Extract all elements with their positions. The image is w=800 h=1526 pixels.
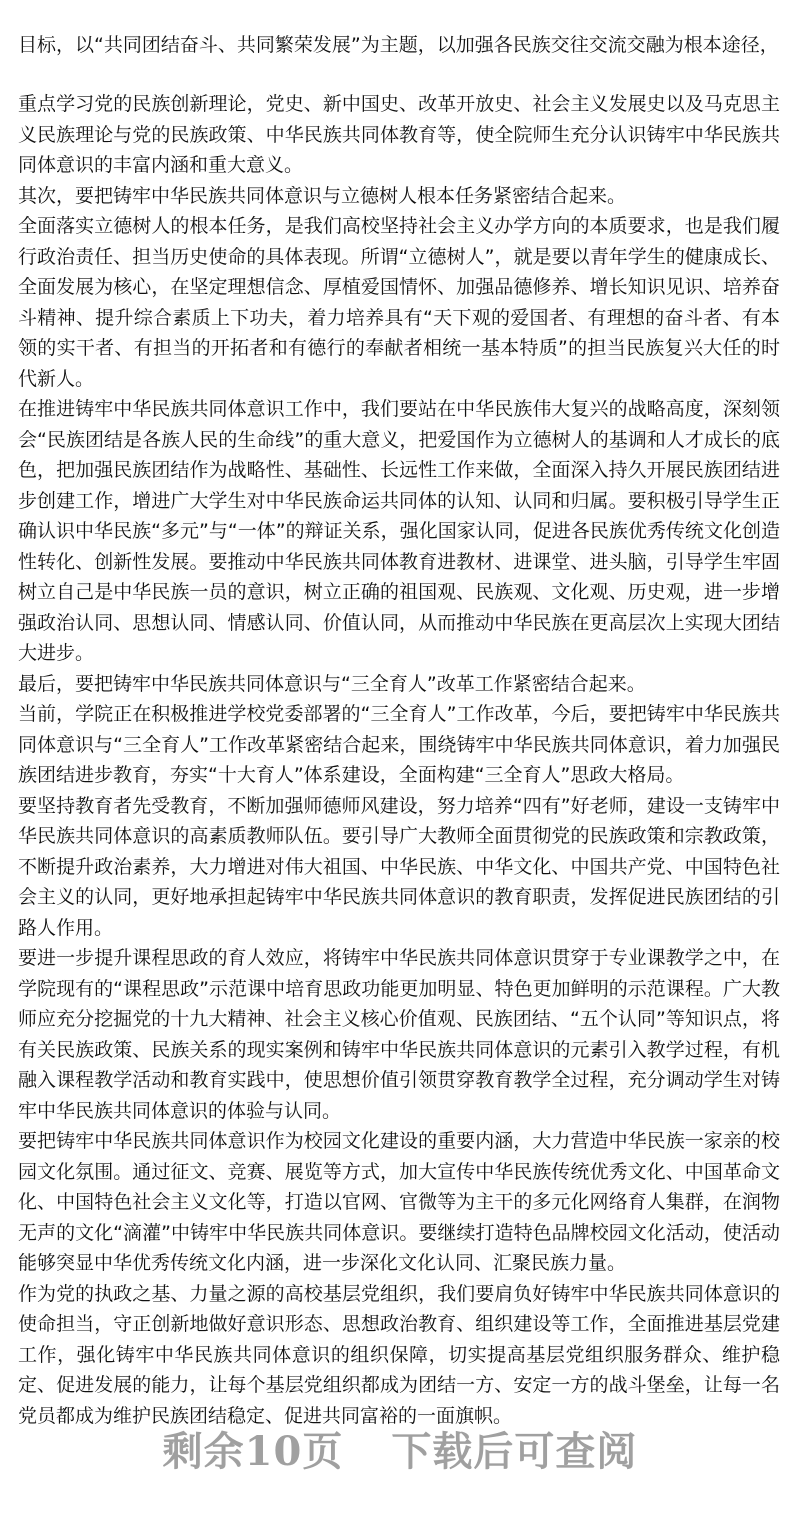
- document-body: [18, 89, 780, 1431]
- paragraph: 重点学习党的民族创新理论，党史、新中国史、改革开放史、社会主义发展史以及马克思主义民族理论与党的民族政策、中华民族共同体教育等，使全院师生充分认识铸牢中华民族共同体意识的丰富内涵和重大意义。: [18, 93, 780, 176]
- paragraph: 要进一步提升课程思政的育人效应，将铸牢中华民族共同体意识贯穿于专业课教学之中，在学院现有的“课程思政”示范课中培育思政功能更加明显、特色更加鲜明的示范课程。广大教师应充分挖掘党的十九大精神、社会主义核心价值观、民族团结、“五个认同”等知识点，将有关民族政策、民族关系的现实案例和铸牢中华民族共同体意识的元素引入教学过程，有机融入课程教学活动和教育实践中，使思想价值引领贯穿教育教学全过程，充分调动学生对铸牢中华民族共同体意识的体验与认同。: [18, 947, 780, 1122]
- cut-off-line: [18, 0, 780, 30]
- paragraph-heading: 其次，要把铸牢中华民族共同体意识与立德树人根本任务紧密结合起来。: [18, 184, 627, 207]
- download-to-view-label[interactable]: 下载后可查阅: [391, 1428, 638, 1475]
- paragraph-heading: 最后，要把铸牢中华民族共同体意识与“三全育人”改革工作紧密结合起来。: [18, 672, 646, 695]
- remaining-pages-label: 剩余10页: [162, 1428, 344, 1475]
- paragraph: 在推进铸牢中华民族共同体意识工作中，我们要站在中华民族伟大复兴的战略高度，深刻领会“民族团结是各族人民的生命线”的重大意义，把爱国作为立德树人的基调和人才成长的底色，把加强民族团结作为战略性、基础性、长远性工作来做，全面深入持久开展民族团结进步创建工作，增进广大学生对中华民族命运共同体的认知、认同和归属。要积极引导学生正确认识中华民族“多元”与“一体”的辩证关系，强化国家认同，促进各民族优秀传统文化创造性转化、创新性发展。要推动中华民族共同体教育进教材、进课堂、进头脑，引导学生牢固树立自己是中华民族一员的意识，树立正确的祖国观、民族观、文化观、历史观，进一步增强政治认同、思想认同、情感认同、价值认同，从而推动中华民族在更高层次上实现大团结大进步。: [18, 398, 780, 664]
- paragraph: 要把铸牢中华民族共同体意识作为校园文化建设的重要内涵，大力营造中华民族一家亲的校园文化氛围。通过征文、竞赛、展览等方式，加大宣传中华民族传统优秀文化、中国革命文化、中国特色社会主义文化等，打造以官网、官微等为主干的多元化网络育人集群，在润物无声的文化“滴灌”中铸牢中华民族共同体意识。要继续打造特色品牌校园文化活动，使活动能够突显中华优秀传统文化内涵，进一步深化文化认同、汇聚民族力量。: [18, 1130, 780, 1274]
- paragraph: 作为党的执政之基、力量之源的高校基层党组织，我们要肩负好铸牢中华民族共同体意识的使命担当，守正创新地做好意识形态、思想政治教育、组织建设等工作，全面推进基层党建工作，强化铸牢中华民族共同体意识的组织保障，切实提高基层党组织服务群众、维护稳定、促进发展的能力，让每个基层党组织都成为团结一方、安定一方的战斗堡垒，让每一名党员都成为维护民族团结稳定、促进共同富裕的一面旗帜。: [18, 1282, 780, 1427]
- download-prompt[interactable]: [0, 1420, 800, 1477]
- paragraph: 全面落实立德树人的根本任务，是我们高校坚持社会主义办学方向的本质要求，也是我们履行政治责任、担当历史使命的具体表现。所谓“立德树人”，就是要以青年学生的健康成长、全面发展为核心，在坚定理想信念、厚植爱国情怀、加强品德修养、增长知识见识、培养奋斗精神、提升综合素质上下功夫，着力培养具有“天下观的爱国者、有理想的奋斗者、有本领的实干者、有担当的开拓者和有德行的奉献者相统一基本特质”的担当民族复兴大任的时代新人。: [18, 215, 780, 390]
- top-fragment-block: [18, 0, 780, 60]
- paragraph: 要坚持教育者先受教育，不断加强师德师风建设，努力培养“四有”好老师，建设一支铸牢中华民族共同体意识的高素质教师队伍。要引导广大教师全面贯彻党的民族政策和宗教政策，不断提升政治素养，大力增进对伟大祖国、中华民族、中华文化、中国共产党、中国特色社会主义的认同，更好地承担起铸牢中华民族共同体意识的教育职责，发挥促进民族团结的引路人作用。: [18, 794, 780, 939]
- paragraph: 当前，学院正在积极推进学校党委部署的“三全育人”工作改革，今后，要把铸牢中华民族共同体意识与“三全育人”工作改革紧密结合起来，围绕铸牢中华民族共同体意识，着力加强民族团结进步教育，夯实“十大育人”体系建设，全面构建“三全育人”思政大格局。: [18, 703, 780, 786]
- paragraph-fragment: 目标，以“共同团结奋斗、共同繁荣发展”为主题，以加强各民族交往交流交融为根本途径，: [18, 33, 779, 56]
